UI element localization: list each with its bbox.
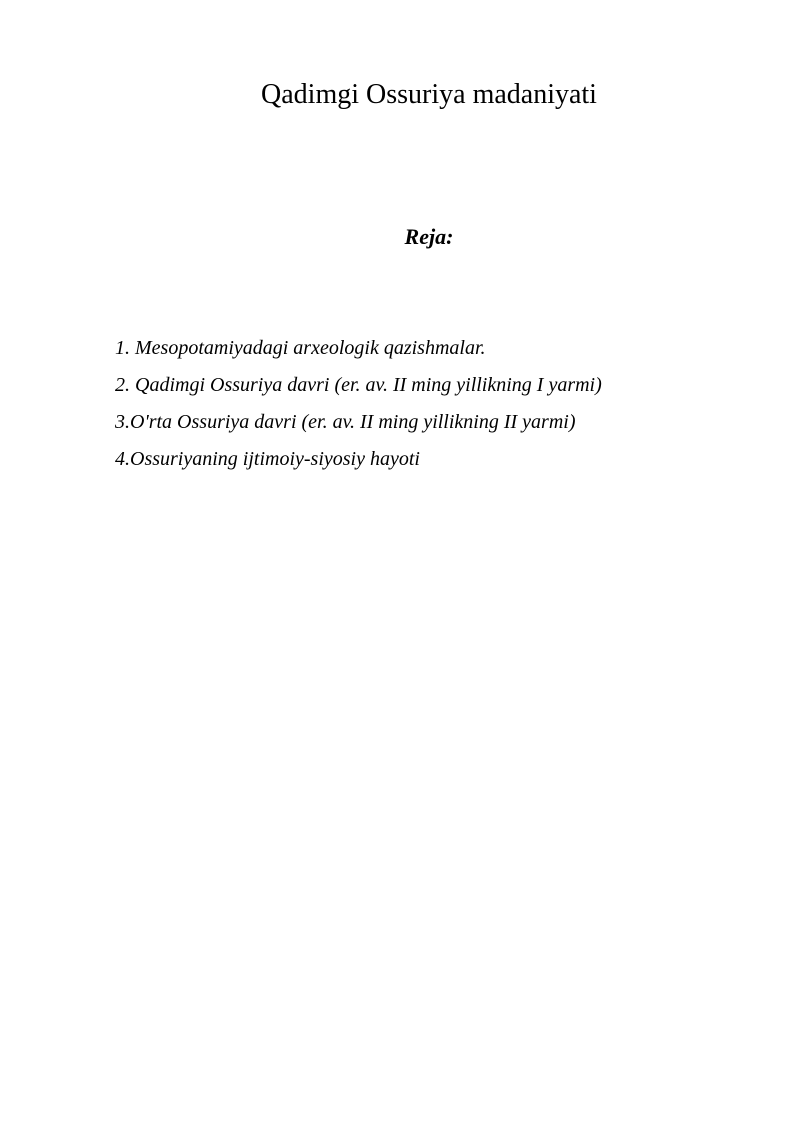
page-title: Qadimgi Ossuriya madaniyati	[261, 79, 597, 110]
plan-item-4: 4.Ossuriyaning ijtimoiy-siyosiy hayoti	[115, 448, 420, 470]
plan-list	[115, 330, 602, 478]
plan-item-2: 2. Qadimgi Ossuriya davri (er. av. II ming yillikning I yarmi)	[115, 374, 602, 396]
plan-item-3: 3.O'rta Ossuriya davri (er. av. II ming yillikning II yarmi)	[115, 411, 576, 433]
plan-item-1: 1. Mesopotamiyadagi arxeologik qazishmalar.	[115, 337, 486, 359]
plan-heading: Reja:	[404, 224, 454, 249]
